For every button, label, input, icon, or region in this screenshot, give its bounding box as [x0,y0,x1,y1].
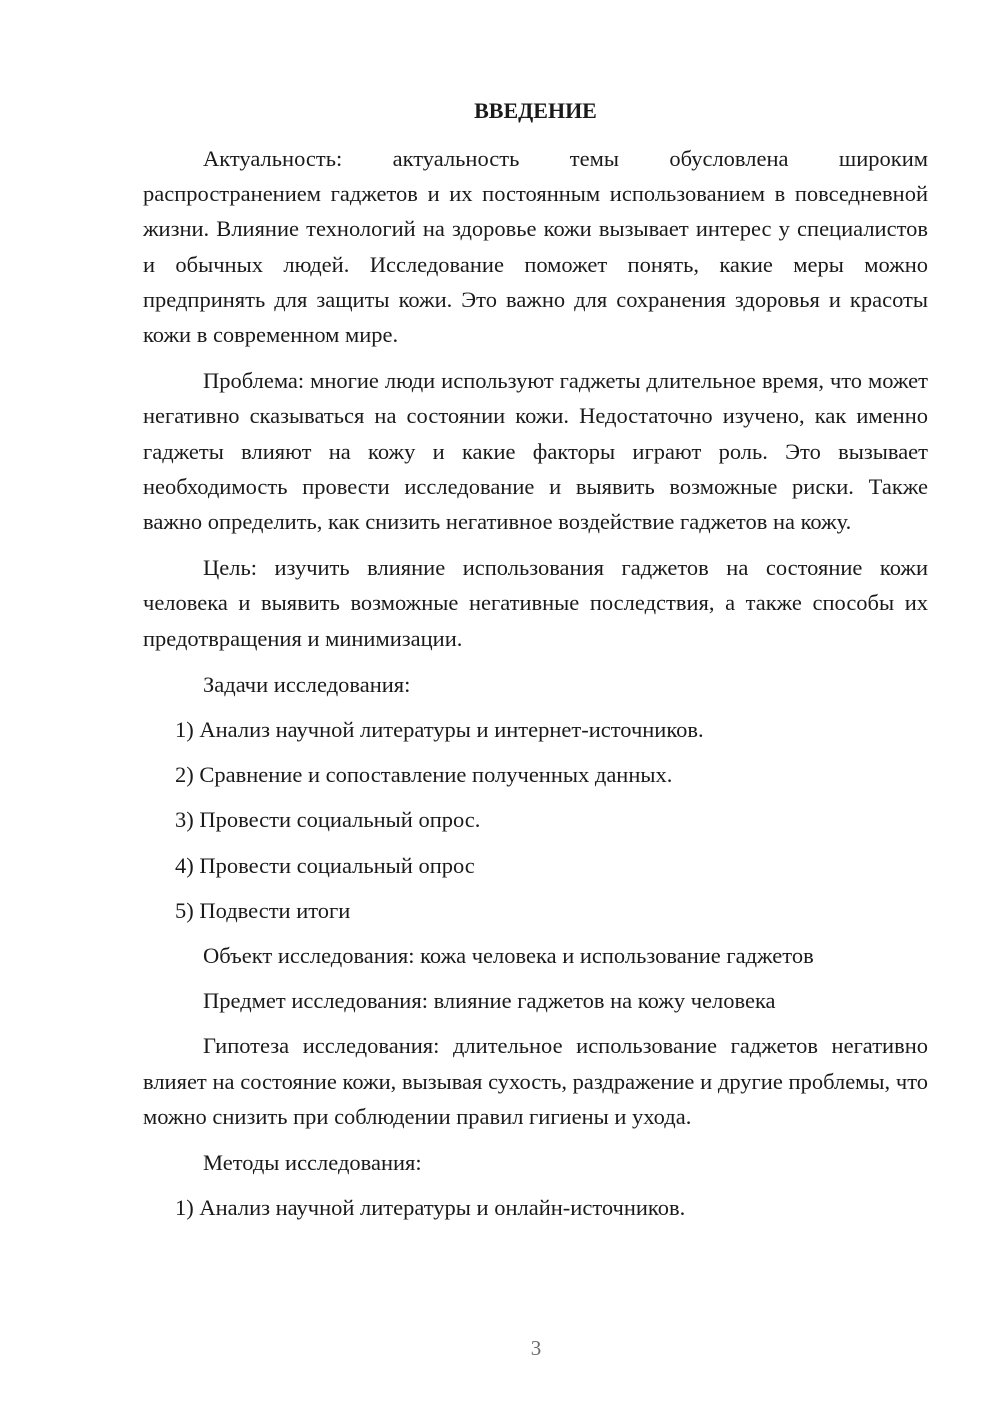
relevance-paragraph: Актуальность: актуальность темы обусловлена широким распространением гаджетов и их постоянным использованием в повседневной жизни. Влияние технологий на здоровье кожи вызывает интерес у специалистов и обычных людей. Исследование поможет понять, какие меры можно предпринять для защиты кожи. Это важно для сохранения здоровья и красоты кожи в современном мире. [143,146,928,348]
list-item: 5) Подвести итоги [175,897,351,923]
research-subject: Предмет исследования: влияние гаджетов на кожу человека [203,988,776,1014]
tasks-heading: Задачи исследования: [203,671,411,697]
page-content [143,95,928,1235]
methods-list [143,1190,928,1225]
research-object: Объект исследования: кожа человека и использование гаджетов [203,943,814,969]
page-number: 3 [530,1336,542,1360]
methods-heading: Методы исследования: [203,1150,422,1176]
page-title: ВВЕДЕНИЕ [474,98,597,123]
hypothesis-paragraph: Гипотеза исследования: длительное использование гаджетов негативно влияет на состояние кожи, вызывая сухость, раздражение и другие проблемы, что можно снизить при соблюдении правил гигиены и ухода. [143,1033,928,1129]
tasks-list [143,712,928,928]
list-item: 4) Провести социальный опрос [175,852,475,878]
list-item: 2) Сравнение и сопоставление полученных данных. [175,762,673,788]
list-item: 1) Анализ научной литературы и интернет-источников. [175,717,704,743]
problem-paragraph: Проблема: многие люди используют гаджеты длительное время, что может негативно сказываться на состоянии кожи. Недостаточно изучено, как именно гаджеты влияют на кожу и какие факторы играют роль. Это вызывает необходимость провести исследование и выявить возможные риски. Также важно определить, как снизить негативное воздействие гаджетов на кожу. [143,368,928,535]
goal-paragraph: Цель: изучить влияние использования гаджетов на состояние кожи человека и выявить возможные негативные последствия, а также способы их предотвращения и минимизации. [143,555,928,651]
list-item: 3) Провести социальный опрос. [175,807,481,833]
list-item: 1) Анализ научной литературы и онлайн-источников. [175,1195,686,1221]
